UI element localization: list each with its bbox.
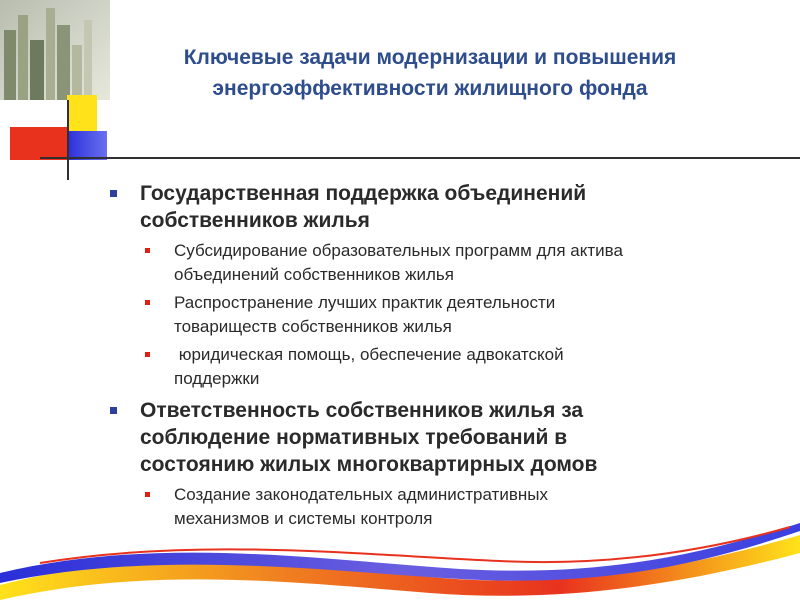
swoosh-decoration xyxy=(0,515,800,600)
red-square xyxy=(10,127,67,160)
slide-title xyxy=(110,42,750,104)
square-bullet-icon xyxy=(145,492,150,497)
bullet-state-support: Государственная поддержка объединений собственников жилья xyxy=(108,180,778,234)
title-line-1: Ключевые задачи модернизации и повышения xyxy=(183,46,677,69)
city-skyline-image xyxy=(0,0,110,100)
title-line-2: энергоэффективности жилищного фонда xyxy=(212,77,648,100)
sub-bullet-subsidies: Субсидирование образовательных программ для актива объединений собственников жилья xyxy=(108,239,778,287)
horizontal-divider xyxy=(40,157,800,159)
sub-bullet-legal-help: юридическая помощь, обеспечение адвокатской поддержки xyxy=(108,343,778,391)
square-bullet-icon xyxy=(145,352,150,357)
sub-bullet-legislative-mechanisms: Создание законодательных административных механизмов и системы контроля xyxy=(108,483,778,531)
blue-square xyxy=(67,131,107,160)
slide-content xyxy=(108,180,778,535)
sub-bullet-best-practices: Распространение лучших практик деятельности товариществ собственников жилья xyxy=(108,291,778,339)
square-bullet-icon xyxy=(145,248,150,253)
square-bullet-icon xyxy=(110,407,117,414)
bullet-owner-responsibility: Ответственность собственников жилья за соблюдение нормативных требований в состоянию жилых многоквартирных домов xyxy=(108,397,778,478)
vertical-divider xyxy=(67,100,69,180)
square-bullet-icon xyxy=(145,300,150,305)
square-bullet-icon xyxy=(110,190,117,197)
yellow-square xyxy=(67,95,97,131)
